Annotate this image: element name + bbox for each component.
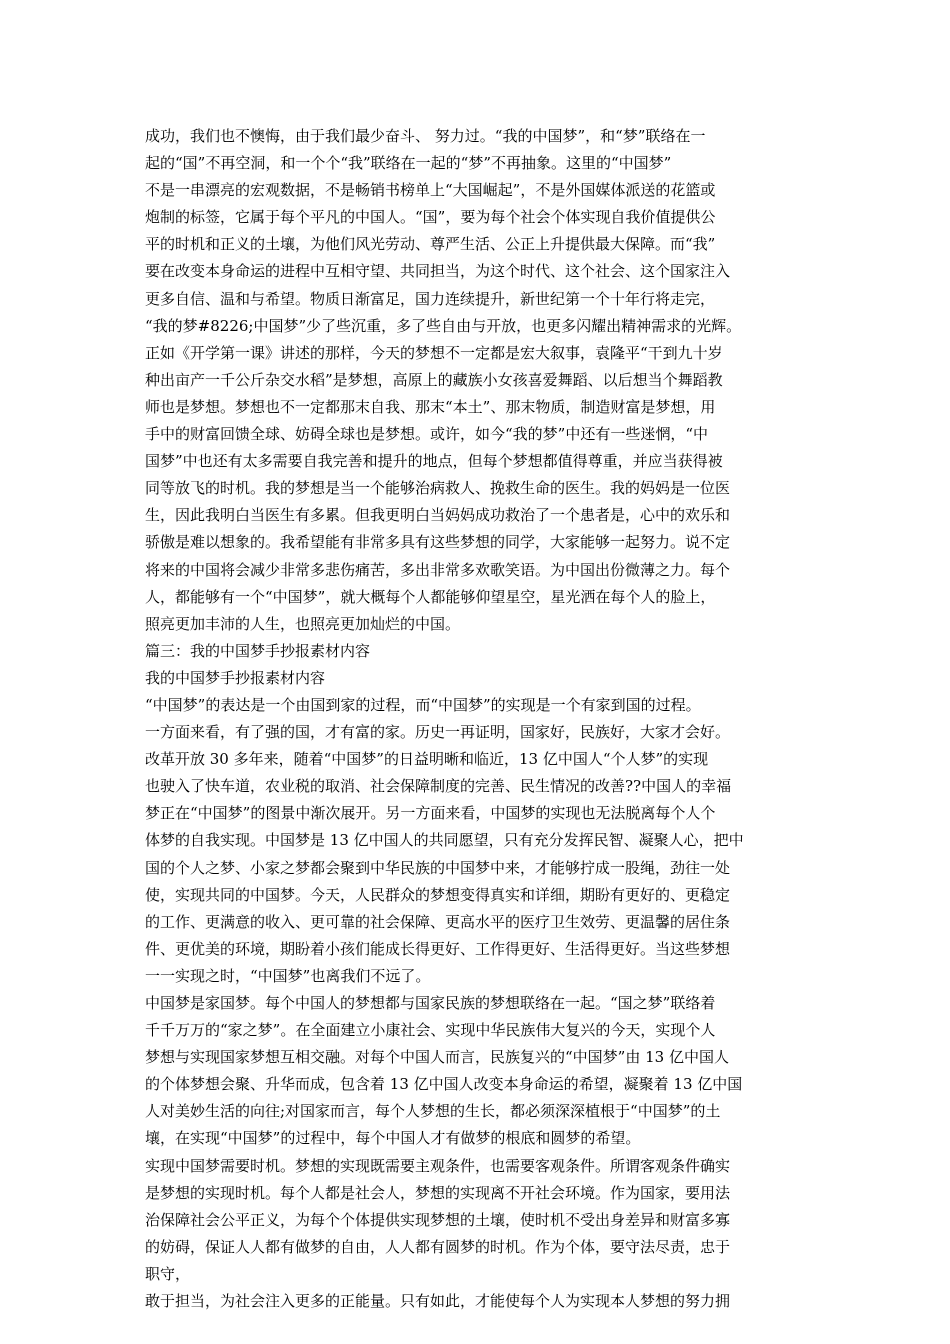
text-line: 的个体梦想会聚、升华而成，包含着 13 亿中国人改变本身命运的希望，凝聚着 13 亿中国	[145, 1075, 743, 1094]
text-line: 人对美妙生活的向往;对国家而言，每个人梦想的生长，都必须深深植根于“中国梦”的土	[145, 1102, 721, 1121]
text-line: 师也是梦想。梦想也不一定都那末自我、那末“本土”、那末物质，制造财富是梦想，用	[145, 397, 716, 416]
text-line: 生，因此我明白当医生有多累。但我更明白当妈妈成功救治了一个患者是，心中的欢乐和	[145, 506, 731, 525]
text-line: 职守，	[145, 1264, 191, 1283]
text-line: 壤，在实现“中国梦”的过程中，每个中国人才有做梦的根底和圆梦的希望。	[145, 1129, 641, 1148]
text-line: 是梦想的实现时机。每个人都是社会人，梦想的实现离不开社会环境。作为国家，要用法	[145, 1183, 731, 1202]
text-line: 一一实现之时，“中国梦”也离我们不远了。	[145, 966, 431, 985]
text-line: 照亮更加丰沛的人生，也照亮更加灿烂的中国。	[145, 614, 461, 633]
text-line: “中国梦”的表达是一个由国到家的过程，而“中国梦”的实现是一个有家到国的过程。	[145, 695, 701, 714]
text-line: 骄傲是难以想象的。我希望能有非常多具有这些梦想的同学，大家能够一起努力。说不定	[145, 533, 731, 552]
text-line: 手中的财富回馈全球、妨碍全球也是梦想。或许，如今“我的梦”中还有一些迷惘，“中	[145, 425, 709, 444]
section-subtitle: 我的中国梦手抄报素材内容	[145, 668, 326, 687]
text-line: 炮制的标签，它属于每个平凡的中国人。“国”，要为每个社会个体实现自我价值提供公	[145, 208, 716, 227]
text-line: 种出亩产一千公斤杂交水稻”是梦想，高原上的藏族小女孩喜爱舞蹈、以后想当个舞蹈教	[145, 370, 723, 389]
text-line: 也驶入了快车道，农业税的取消、社会保障制度的完善、民生情况的改善??中国人的幸福	[145, 777, 732, 796]
text-line: 梦想与实现国家梦想互相交融。对每个中国人而言，民族复兴的“中国梦”由 13 亿中国人	[145, 1048, 729, 1067]
text-line: 国梦”中也还有太多需要自我完善和提升的地点，但每个梦想都值得尊重，并应当获得被	[145, 452, 723, 471]
text-line: 体梦的自我实现。中国梦是 13 亿中国人的共同愿望，只有充分发挥民智、凝聚人心，把中	[145, 831, 744, 850]
text-line: 治保障社会公平正义，为每个个体提供实现梦想的土壤，使时机不受出身差异和财富多寡	[145, 1210, 731, 1229]
text-line: 改革开放 30 多年来，随着“中国梦”的日益明晰和临近，13 亿中国人“个人梦”的实现	[145, 750, 709, 769]
section-heading: 篇三：我的中国梦手抄报素材内容	[145, 641, 371, 660]
text-line: 敢于担当，为社会注入更多的正能量。只有如此，才能使每个人为实现本人梦想的努力拥	[145, 1292, 731, 1311]
text-line: 不是一串漂亮的宏观数据，不是畅销书榜单上“大国崛起”，不是外国媒体派送的花篮或	[145, 181, 716, 200]
text-line: 国的个人之梦、小家之梦都会聚到中华民族的中国梦中来，才能够拧成一股绳，劲往一处	[145, 858, 731, 877]
text-line: 使，实现共同的中国梦。今天，人民群众的梦想变得真实和详细，期盼有更好的、更稳定	[145, 885, 731, 904]
text-line: 更多自信、温和与希望。物质日渐富足，国力连续提升，新世纪第一个十年行将走完，	[145, 289, 716, 308]
text-line: 实现中国梦需要时机。梦想的实现既需要主观条件，也需要客观条件。所谓客观条件确实	[145, 1156, 731, 1175]
text-line: 要在改变本身命运的进程中互相守望、共同担当，为这个时代、这个社会、这个国家注入	[145, 262, 731, 281]
text-line: 将来的中国将会减少非常多悲伤痛苦，多出非常多欢歌笑语。为中国出份微薄之力。每个	[145, 560, 731, 579]
text-line: 的妨碍，保证人人都有做梦的自由，人人都有圆梦的时机。作为个体，要守法尽责，忠于	[145, 1237, 731, 1256]
text-line: 一方面来看，有了强的国，才有富的家。历史一再证明，国家好，民族好，大家才会好。	[145, 723, 731, 742]
text-line: “我的梦#8226;中国梦”少了些沉重，多了些自由与开放，也更多闪耀出精神需求的光辉。	[145, 316, 742, 335]
text-line: 成功，我们也不懊悔，由于我们最少奋斗、 努力过。“我的中国梦”，和“梦”联络在一	[145, 127, 706, 145]
text-line: 平的时机和正义的土壤，为他们风光劳动、尊严生活、公正上升提供最大保障。而“我”	[145, 235, 716, 254]
text-line: 千千万万的“家之梦”。在全面建立小康社会、实现中华民族伟大复兴的今天，实现个人	[145, 1021, 716, 1040]
text-line: 的工作、更满意的收入、更可靠的社会保障、更高水平的医疗卫生效劳、更温馨的居住条	[145, 912, 731, 931]
text-line: 正如《开学第一课》讲述的那样，今天的梦想不一定都是宏大叙事，袁隆平“干到九十岁	[145, 343, 723, 362]
text-line: 同等放飞的时机。我的梦想是当一个能够治病救人、挽救生命的医生。我的妈妈是一位医	[145, 479, 731, 498]
text-line: 梦正在“中国梦”的图景中渐次展开。另一方面来看，中国梦的实现也无法脱离每个人个	[145, 804, 716, 823]
text-line: 件、更优美的环境，期盼着小孩们能成长得更好、工作得更好、生活得更好。当这些梦想	[145, 939, 731, 958]
text-line: 起的“国”不再空洞，和一个个“我”联络在一起的“梦”不再抽象。这里的“中国梦”	[145, 154, 672, 173]
text-line: 中国梦是家国梦。每个中国人的梦想都与国家民族的梦想联络在一起。“国之梦”联络着	[145, 994, 716, 1012]
document-body	[145, 123, 815, 1315]
text-line: 人，都能够有一个“中国梦”，就大概每个人都能够仰望星空，星光洒在每个人的脸上，	[145, 587, 716, 606]
